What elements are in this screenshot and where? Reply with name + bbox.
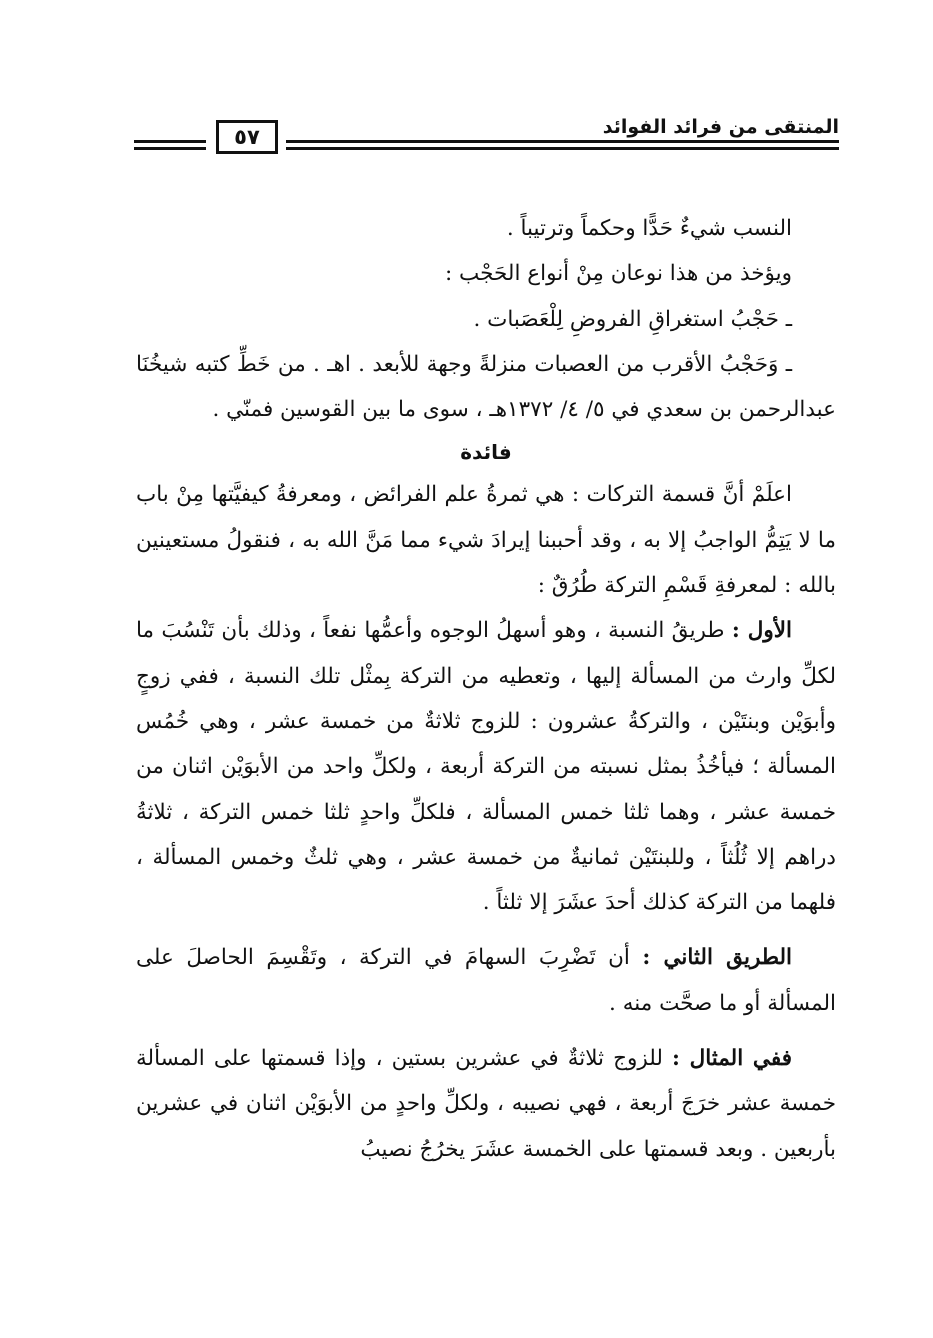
text-line: ويؤخذ من هذا نوعان مِنْ أنواع الحَجْب : [444,261,792,287]
header-rule-left [134,140,206,150]
section-title: فائدة [460,440,512,465]
running-head-title: المنتقى من فرائد الفوائد [602,116,839,138]
text-line: ـ حَجْبُ استغراقِ الفروضِ لِلْعَصَبات . [473,306,792,332]
first-method-text: طريقُ النسبة ، وهو أسهلُ الوجوه وأعمُّها نفعاً ، وذلك بأن تَنْسُبَ ما لكلِّ وارث من المسألة إليها ، وتعطيه من التركة بِمثْل تلك النسبة ، ففي زوجٍ وأبوَيْن وبنتَيْن ، والتركةُ عشرون : للزوج ثلاثةٌ من خمسة عشر ، وهي خُمُس المسألة ؛ فيأخُذُ بمثل نسبته من التركة أربعة ، ولكلِّ واحد من الأبوَيْن اثنان من خمسة عشر ، وهما ثلثا خمس المسألة ، فلكلِّ واحدٍ ثلثا خمس التركة ، ثلاثةُ دراهم إلا ثُلُثاً ، وللبنتَيْن ثمانيةٌ من خمسة عشر ، وهي ثلثٌ وخمس المسألة ، فلهما من التركة كذلك أحدَ عشَرَ إلا ثلثاً . [136,618,836,916]
page-number: ٥٧ [216,120,278,154]
text-paragraph: ـ وَحَجْبُ الأقرب من العصبات منزلةً وجهة للأبعد . اهـ . من خَطِّ كتبه شيخُنَا عبدالرحمن بن سعدي في ٥/ ٤/ ١٣٧٢هـ ، سوى ما بين القوسين فمنّي . [136,351,836,423]
second-method-paragraph [136,935,836,1026]
example-text: للزوج ثلاثةٌ في عشرين بستين ، وإذا قسمتها على المسألة خمسة عشر خرَجَ أربعة ، فهي نصيبه ، ولكلِّ واحدٍ من الأبوَيْن اثنان في عشرين بأربعين . وبعد قسمتها على الخمسة عشَرَ يخرُجُ نصيبُ [136,1046,836,1162]
second-method-text: أن تَضْرِبَ السهامَ في التركة ، وتَقْسِمَ الحاصلَ على المسألة أو ما صحَّت منه . [136,945,836,1016]
page-body [136,206,836,1172]
text-line: النسب شيءٌ حَدًّا وحكماً وترتيباً . [506,216,792,241]
intro-paragraph: اعلَمْ أنَّ قسمة التركات : هي ثمرةُ علم الفرائض ، ومعرفةُ كيفيَّتها مِنْ باب ما لا يَتِمُّ الواجبُ إلا به ، وقد أحببنا إيرادَ شيء مما مَنَّ الله به ، فنقولُ مستعينين بالله : لمعرفةِ قَسْمِ التركة طُرُقٌ : [136,482,836,599]
header-rule-right [286,140,839,150]
page-header [134,112,839,156]
second-method-label: الطريق الثاني : [642,945,793,971]
example-label: ففي المثال : [671,1046,792,1072]
first-method-label: الأول : [731,618,792,644]
first-method-paragraph [136,608,836,925]
example-paragraph [136,1036,836,1172]
